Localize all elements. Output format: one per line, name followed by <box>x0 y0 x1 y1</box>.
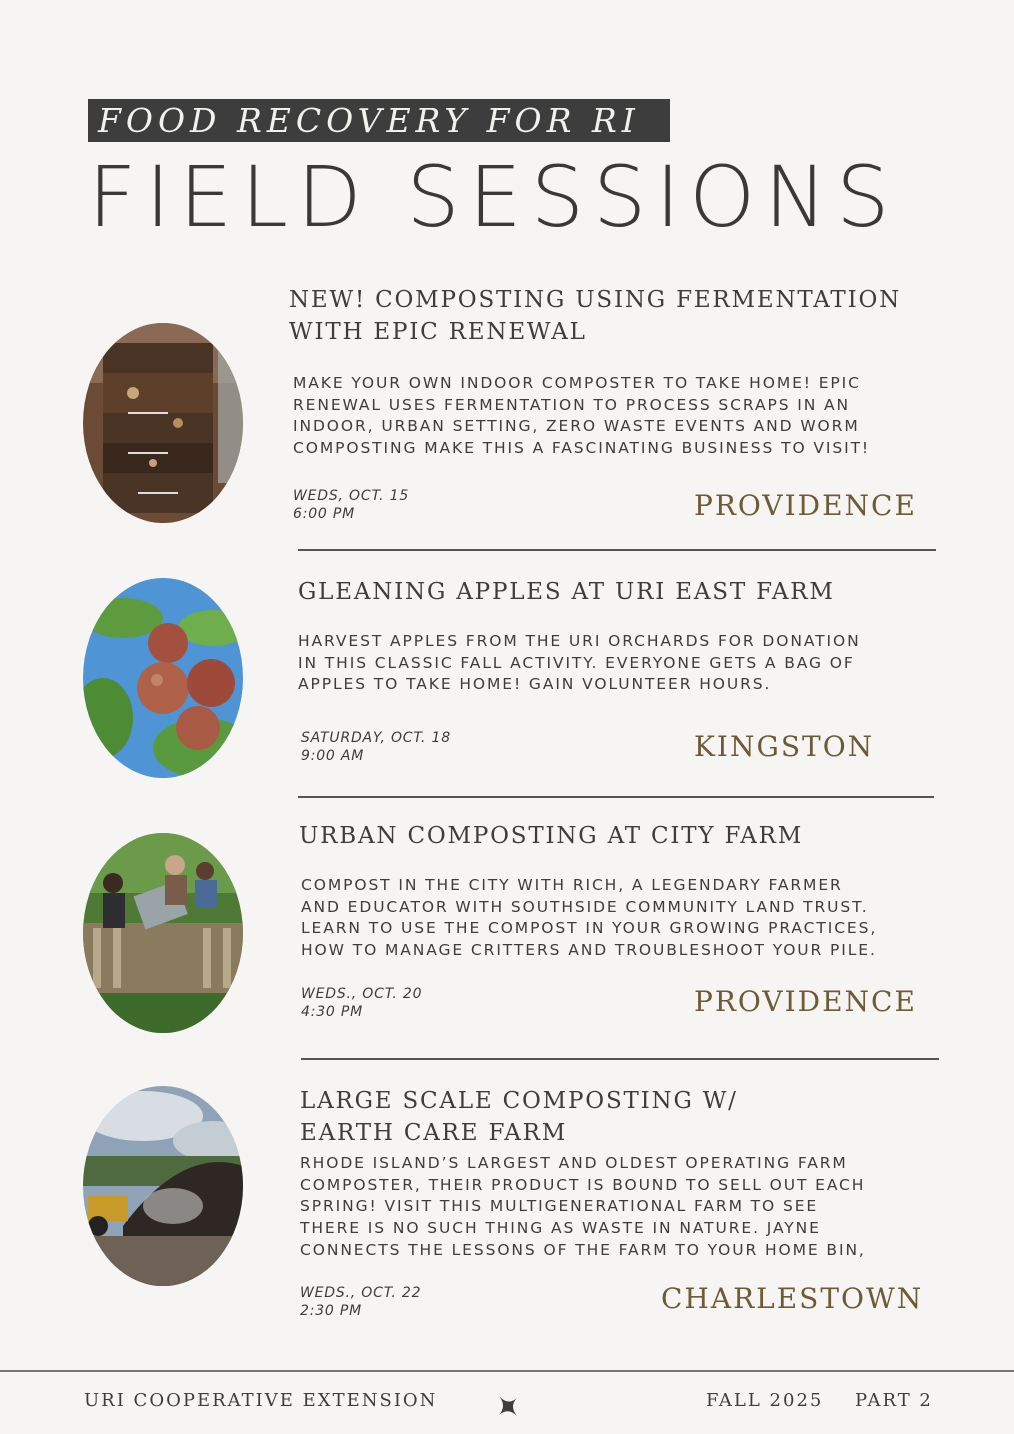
event-description: RHODE ISLAND’S LARGEST AND OLDEST OPERATING FARM COMPOSTER, THEIR PRODUCT IS BOUND TO SELL OUT EACH SPRING! VISIT THIS MULTIGENERATIONAL FARM TO SEE THERE IS NO SUCH THING AS WASTE IN NATURE. JAYNE CONNECTS THE LESSONS OF THE FARM TO YOUR HOME BIN, <box>300 1154 866 1259</box>
apple-tree-photo <box>83 578 243 778</box>
event-location: CHARLESTOWN <box>661 1282 924 1315</box>
compost-pile-photo <box>83 1086 243 1286</box>
event-location: KINGSTON <box>694 730 875 763</box>
event-date: SATURDAY, OCT. 18 9:00 AM <box>301 730 451 764</box>
event-location: PROVIDENCE <box>694 489 917 522</box>
event-title: LARGE SCALE COMPOSTING W/ EARTH CARE FARM <box>300 1088 738 1146</box>
banner-text: FOOD RECOVERY FOR RI <box>98 101 640 140</box>
event-title: NEW! COMPOSTING USING FERMENTATION WITH EPIC RENEWAL <box>289 287 902 345</box>
compost-jar-photo <box>83 323 243 523</box>
divider <box>301 1058 939 1060</box>
event-date: WEDS., OCT. 20 4:30 PM <box>301 986 423 1020</box>
divider <box>298 796 934 798</box>
event-date: WEDS, OCT. 15 6:00 PM <box>293 488 410 522</box>
footer-divider <box>0 1370 1014 1372</box>
event-date: WEDS., OCT. 22 2:30 PM <box>300 1285 422 1319</box>
divider <box>298 549 936 551</box>
header-banner <box>88 99 670 142</box>
sparkle-star-icon <box>496 1394 520 1418</box>
event-description: HARVEST APPLES FROM THE URI ORCHARDS FOR DONATION IN THIS CLASSIC FALL ACTIVITY. EVERYONE GETS A BAG OF APPLES TO TAKE HOME! GAIN VOLUNTEER HOURS. <box>298 632 861 694</box>
event-description: COMPOST IN THE CITY WITH RICH, A LEGENDARY FARMER AND EDUCATOR WITH SOUTHSIDE COMMUNITY LAND TRUST. LEARN TO USE THE COMPOST IN YOUR GROWING PRACTICES, HOW TO MANAGE CRITTERS AND TROUBLESHOOT YOUR PILE. <box>301 876 878 960</box>
event-title: GLEANING APPLES AT URI EAST FARM <box>298 579 835 605</box>
event-description: MAKE YOUR OWN INDOOR COMPOSTER TO TAKE HOME! EPIC RENEWAL USES FERMENTATION TO PROCESS SCRAPS IN AN INDOOR, URBAN SETTING, ZERO WASTE EVENTS AND WORM COMPOSTING MAKE THIS A FASCINATING BUSINESS TO VISIT! <box>293 374 871 458</box>
event-title: URBAN COMPOSTING AT CITY FARM <box>299 823 804 849</box>
footer-season: FALL 2025 <box>706 1390 824 1411</box>
city-farm-photo <box>83 833 243 1033</box>
page-title: FIELD SESSIONS <box>88 148 899 246</box>
footer-org: URI COOPERATIVE EXTENSION <box>84 1390 438 1411</box>
footer-part: PART 2 <box>855 1390 933 1411</box>
event-location: PROVIDENCE <box>694 985 917 1018</box>
